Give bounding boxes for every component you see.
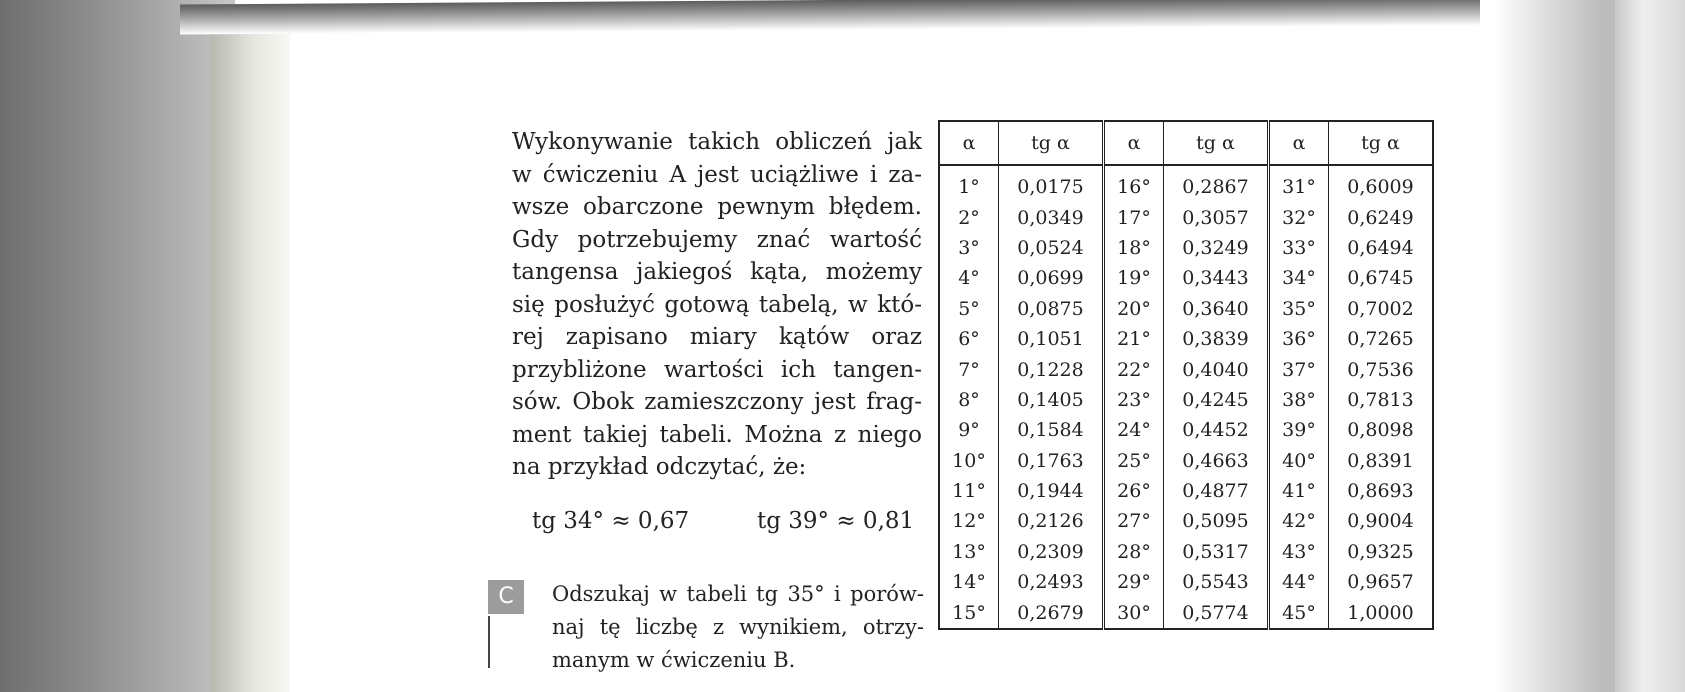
tangent-cell: 0,0349 <box>999 202 1104 232</box>
tangent-cell: 0,0875 <box>999 294 1104 324</box>
angle-cell: 42° <box>1269 506 1329 536</box>
header-tangent: tg α <box>999 121 1104 165</box>
angle-cell: 2° <box>939 202 999 232</box>
exercise-marker <box>488 580 524 692</box>
tangent-cell: 0,9325 <box>1347 540 1414 563</box>
angle-cell: 39° <box>1269 415 1329 445</box>
tangent-cell: 0,5095 <box>1164 506 1269 536</box>
angle-cell: 13° <box>939 537 999 567</box>
table-row <box>939 233 1433 263</box>
angle-cell: 40° <box>1269 446 1329 476</box>
angle-cell: 8° <box>939 385 999 415</box>
table-row <box>939 476 1433 506</box>
header-tangent: tg α <box>1164 121 1269 165</box>
angle-cell: 26° <box>1104 476 1164 506</box>
table-row <box>939 567 1433 597</box>
angle-cell: 20° <box>1104 294 1164 324</box>
tangent-cell: 0,4245 <box>1164 385 1269 415</box>
tangent-cell: 0,9004 <box>1347 510 1414 533</box>
table-row <box>939 597 1433 628</box>
tangent-cell: 0,8098 <box>1347 419 1414 442</box>
tangent-table <box>938 120 1434 630</box>
angle-cell: 32° <box>1269 202 1329 232</box>
angle-cell: 16° <box>1104 165 1164 202</box>
angle-cell: 38° <box>1269 385 1329 415</box>
angle-cell: 23° <box>1104 385 1164 415</box>
angle-cell: 35° <box>1269 294 1329 324</box>
tangent-cell: 0,7813 <box>1347 388 1414 411</box>
tangent-cell: 0,6009 <box>1347 176 1414 199</box>
tangent-cell: 0,3443 <box>1164 263 1269 293</box>
header-angle: α <box>939 121 999 165</box>
angle-cell: 37° <box>1269 354 1329 384</box>
angle-cell: 28° <box>1104 537 1164 567</box>
tangent-cell: 0,4452 <box>1164 415 1269 445</box>
tangent-cell: 0,1405 <box>999 385 1104 415</box>
tangent-cell: 0,7536 <box>1347 358 1414 381</box>
exercise-c <box>552 578 924 677</box>
tangent-cell: 0,2493 <box>999 567 1104 597</box>
tangent-cell: 0,4663 <box>1164 446 1269 476</box>
angle-cell: 12° <box>939 506 999 536</box>
tangent-cell: 0,0699 <box>999 263 1104 293</box>
angle-cell: 1° <box>939 165 999 202</box>
exercise-line: naj tę liczbę z wynikiem, otrzy- <box>552 615 924 639</box>
table-row <box>939 506 1433 536</box>
tangent-cell: 0,2679 <box>999 597 1104 628</box>
paragraph-line: w ćwiczeniu A jest uciążliwe i za- <box>512 161 922 188</box>
table-row <box>939 385 1433 415</box>
tangent-cell: 0,1763 <box>999 446 1104 476</box>
formula-tg34: tg 34° ≈ 0,67 <box>532 508 690 534</box>
angle-cell: 5° <box>939 294 999 324</box>
angle-cell: 22° <box>1104 354 1164 384</box>
angle-cell: 34° <box>1269 263 1329 293</box>
tangent-cell: 0,5774 <box>1164 597 1269 628</box>
paragraph-line: na przykład odczytać, że: <box>512 454 807 480</box>
angle-cell: 14° <box>939 567 999 597</box>
tangent-cell: 0,8693 <box>1347 480 1414 503</box>
table-row <box>939 324 1433 354</box>
angle-cell: 4° <box>939 263 999 293</box>
header-angle: α <box>1104 121 1164 165</box>
intro-paragraph <box>512 126 922 484</box>
page-top-edge <box>180 0 1480 35</box>
tangent-cell: 0,4040 <box>1164 354 1269 384</box>
angle-cell: 9° <box>939 415 999 445</box>
tangent-cell: 1,0000 <box>1347 601 1414 624</box>
paragraph-line: Gdy potrzebujemy znać wartość <box>512 226 922 253</box>
tangent-cell: 0,2309 <box>999 537 1104 567</box>
angle-cell: 7° <box>939 354 999 384</box>
tangent-cell: 0,1944 <box>999 476 1104 506</box>
angle-cell: 11° <box>939 476 999 506</box>
tangent-cell: 0,6745 <box>1347 267 1414 290</box>
angle-cell: 10° <box>939 446 999 476</box>
angle-cell: 6° <box>939 324 999 354</box>
tangent-cell: 0,5543 <box>1164 567 1269 597</box>
tangent-cell: 0,3839 <box>1164 324 1269 354</box>
tangent-cell: 0,1584 <box>999 415 1104 445</box>
angle-cell: 18° <box>1104 233 1164 263</box>
tangent-cell: 0,2867 <box>1164 165 1269 202</box>
exercise-line: manym w ćwiczeniu B. <box>552 648 796 672</box>
tangent-cell: 0,6494 <box>1347 236 1414 259</box>
angle-cell: 17° <box>1104 202 1164 232</box>
right-page-edge <box>1615 0 1685 692</box>
tangent-cell: 0,4877 <box>1164 476 1269 506</box>
tangent-cell: 0,7002 <box>1347 297 1414 320</box>
angle-cell: 36° <box>1269 324 1329 354</box>
angle-cell: 29° <box>1104 567 1164 597</box>
header-tangent: tg α <box>1329 121 1434 165</box>
table-row <box>939 537 1433 567</box>
angle-cell: 25° <box>1104 446 1164 476</box>
paragraph-line: rej zapisano miary kątów oraz <box>512 324 922 350</box>
exercise-line: Odszukaj w tabeli tg 35° i porów- <box>552 582 924 606</box>
tangent-cell: 0,3249 <box>1164 233 1269 263</box>
tangent-cell: 0,3640 <box>1164 294 1269 324</box>
paragraph-line: sów. Obok zamieszczony jest frag- <box>512 389 922 415</box>
book-spine <box>210 20 290 692</box>
paragraph-line: Wykonywanie takich obliczeń jak <box>512 129 922 155</box>
table-row <box>939 263 1433 293</box>
angle-cell: 3° <box>939 233 999 263</box>
tangent-cell: 0,5317 <box>1164 537 1269 567</box>
tangent-cell: 0,0524 <box>999 233 1104 263</box>
paragraph-line: tangensa jakiegoś kąta, możemy <box>512 259 922 285</box>
tangent-cell: 0,0175 <box>999 165 1104 202</box>
table-row <box>939 446 1433 476</box>
table-row <box>939 294 1433 324</box>
exercise-marker-bar <box>488 616 490 668</box>
table-row <box>939 202 1433 232</box>
tangent-cell: 0,8391 <box>1347 449 1414 472</box>
angle-cell: 21° <box>1104 324 1164 354</box>
paragraph-line: ment takiej tabeli. Można z niego <box>512 421 922 448</box>
angle-cell: 44° <box>1269 567 1329 597</box>
tangent-cell: 0,1051 <box>999 324 1104 354</box>
exercise-letter-badge: C <box>488 580 524 614</box>
angle-cell: 19° <box>1104 263 1164 293</box>
angle-cell: 30° <box>1104 597 1164 628</box>
tangent-cell: 0,2126 <box>999 506 1104 536</box>
tangent-cell: 0,1228 <box>999 354 1104 384</box>
paragraph-line: wsze obarczone pewnym błędem. <box>512 194 922 220</box>
angle-cell: 27° <box>1104 506 1164 536</box>
table-row <box>939 415 1433 445</box>
angle-cell: 33° <box>1269 233 1329 263</box>
angle-cell: 43° <box>1269 537 1329 567</box>
paragraph-line: przybliżone wartości ich tangen- <box>512 356 922 383</box>
tangent-cell: 0,7265 <box>1347 328 1414 351</box>
angle-cell: 41° <box>1269 476 1329 506</box>
formula-tg39: tg 39° ≈ 0,81 <box>757 508 915 534</box>
scan-left-shadow <box>0 0 235 692</box>
paragraph-line: się posłużyć gotową tabelą, w któ- <box>512 291 922 318</box>
tangent-cell: 0,3057 <box>1164 202 1269 232</box>
angle-cell: 24° <box>1104 415 1164 445</box>
angle-cell: 45° <box>1269 597 1329 628</box>
header-angle: α <box>1269 121 1329 165</box>
angle-cell: 31° <box>1269 165 1329 202</box>
table-row <box>939 165 1433 202</box>
table-header-row <box>939 121 1433 165</box>
tangent-cell: 0,6249 <box>1347 206 1414 229</box>
tangent-cell: 0,9657 <box>1347 571 1414 594</box>
table-row <box>939 354 1433 384</box>
angle-cell: 15° <box>939 597 999 628</box>
